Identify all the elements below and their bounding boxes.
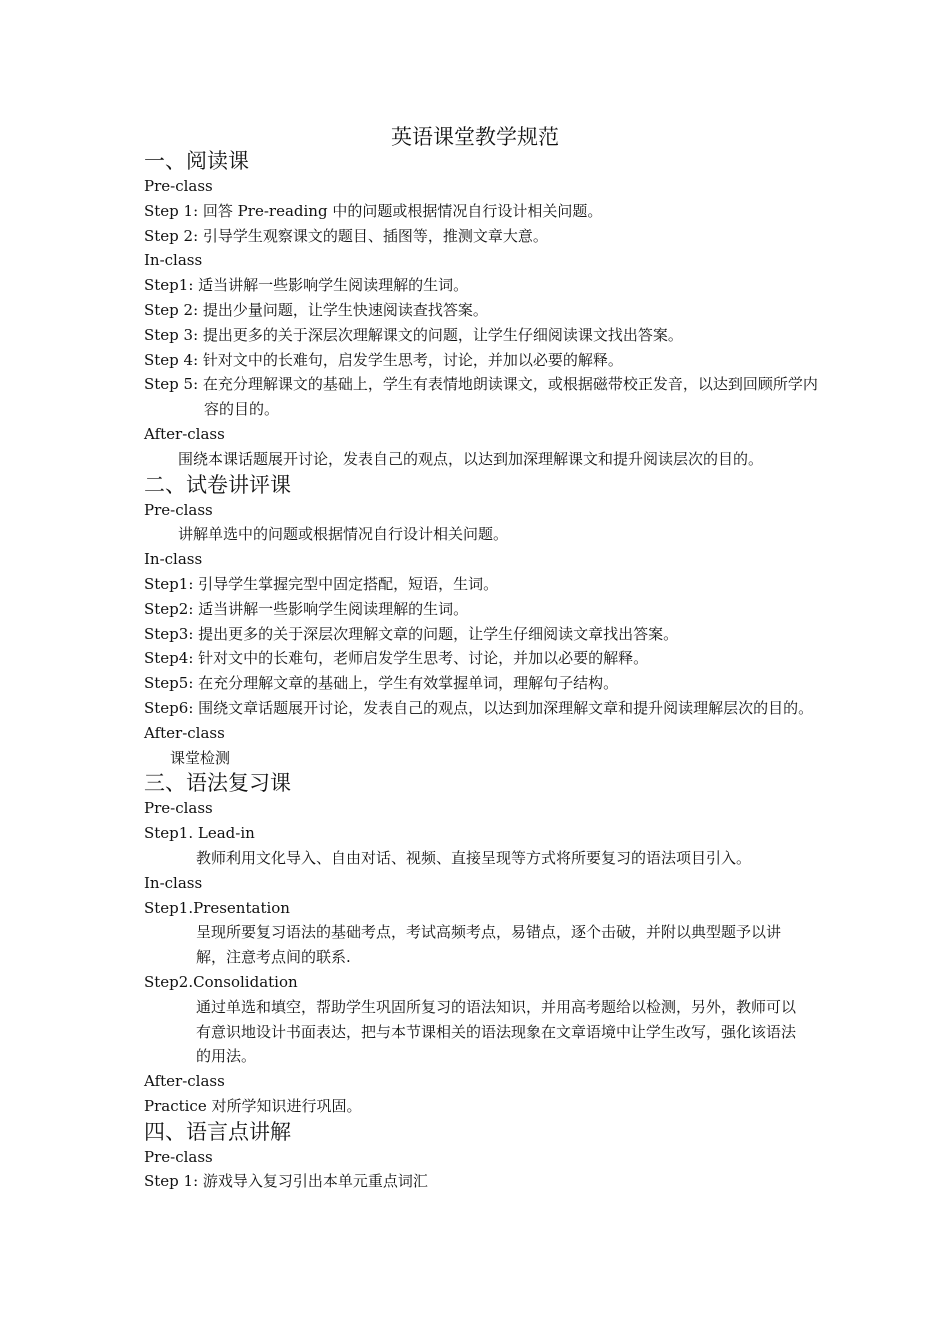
step-line: Step 1: 回答 Pre-reading 中的问题或根据情况自行设计相关问题。	[144, 201, 603, 220]
step-line: Step2.Consolidation	[144, 972, 298, 991]
step-line: Step1: 适当讲解一些影响学生阅读理解的生词。	[144, 276, 469, 295]
step-line: Step3: 提出更多的关于深层次理解文章的问题，让学生仔细阅读文章找出答案。	[144, 624, 679, 643]
phase-label: After-class	[144, 723, 225, 742]
step-line: Step 5: 在充分理解课文的基础上，学生有表情地朗读课文，或根据磁带校正发音，以达到回顾所学内容的目的。	[144, 375, 818, 419]
step-line: Step1. Lead-in	[144, 824, 255, 843]
phase-label: In-class	[144, 251, 203, 270]
phase-label: In-class	[144, 873, 203, 892]
phase-label: In-class	[144, 550, 203, 569]
paragraph-text: Practice 对所学知识进行巩固。	[144, 1096, 362, 1115]
paragraph-text: 教师利用文化导入、自由对话、视频、直接呈现等方式将所要复习的语法项目引入。	[196, 848, 752, 867]
paragraph-text: 呈现所要复习语法的基础考点，考试高频考点，易错点，逐个击破，并附以典型题予以讲解，注意考点间的联系.	[196, 923, 782, 967]
step-line: Step1: 引导学生掌握完型中固定搭配，短语，生词。	[144, 574, 499, 593]
section-heading-reading: 一、阅读课	[144, 149, 249, 173]
step-line: Step6: 围绕文章话题展开讨论，发表自己的观点，以达到加深理解文章和提升阅读理解层次的目的。	[144, 698, 814, 717]
step-line: Step1.Presentation	[144, 898, 290, 917]
step-line: Step2: 适当讲解一些影响学生阅读理解的生词。	[144, 599, 469, 618]
paragraph-text: 讲解单选中的问题或根据情况自行设计相关问题。	[178, 525, 509, 544]
step-line: Step5: 在充分理解文章的基础上，学生有效掌握单词，理解句子结构。	[144, 674, 619, 693]
step-line: Step4: 针对文中的长难句，老师启发学生思考、讨论，并加以必要的解释。	[144, 649, 649, 668]
paragraph-text: 围绕本课话题展开讨论，发表自己的观点，以达到加深理解课文和提升阅读层次的目的。	[178, 449, 764, 468]
section-heading-language-points: 四、语言点讲解	[144, 1119, 291, 1144]
step-line: Step 2: 提出少量问题，让学生快速阅读查找答案。	[144, 300, 488, 319]
document-title: 英语课堂教学规范	[391, 125, 559, 149]
paragraph-text: 通过单选和填空，帮助学生巩固所复习的语法知识，并用高考题给以检测，另外，教师可以有意识地设计书面表达，把与本节课相关的语法现象在文章语境中让学生改写，强化该语法的用法。	[196, 997, 797, 1066]
section-heading-grammar-review: 三、语法复习课	[144, 771, 291, 796]
paragraph-text: 课堂检测	[170, 748, 231, 767]
step-line: Step 2: 引导学生观察课文的题目、插图等，推测文章大意。	[144, 226, 548, 245]
document-body	[144, 148, 824, 1194]
section-heading-exam-review: 二、试卷讲评课	[144, 472, 291, 497]
step-line: Step 1: 游戏导入复习引出本单元重点词汇	[144, 1172, 428, 1191]
phase-label: Pre-class	[144, 799, 213, 818]
step-line: Step 4: 针对文中的长难句，启发学生思考，讨论，并加以必要的解释。	[144, 350, 623, 369]
phase-label: Pre-class	[144, 1147, 213, 1166]
phase-label: After-class	[144, 1072, 225, 1091]
phase-label: Pre-class	[144, 177, 213, 195]
step-line: Step 3: 提出更多的关于深层次理解课文的问题，让学生仔细阅读课文找出答案。	[144, 325, 683, 344]
phase-label: Pre-class	[144, 500, 213, 519]
phase-label: After-class	[144, 424, 225, 443]
